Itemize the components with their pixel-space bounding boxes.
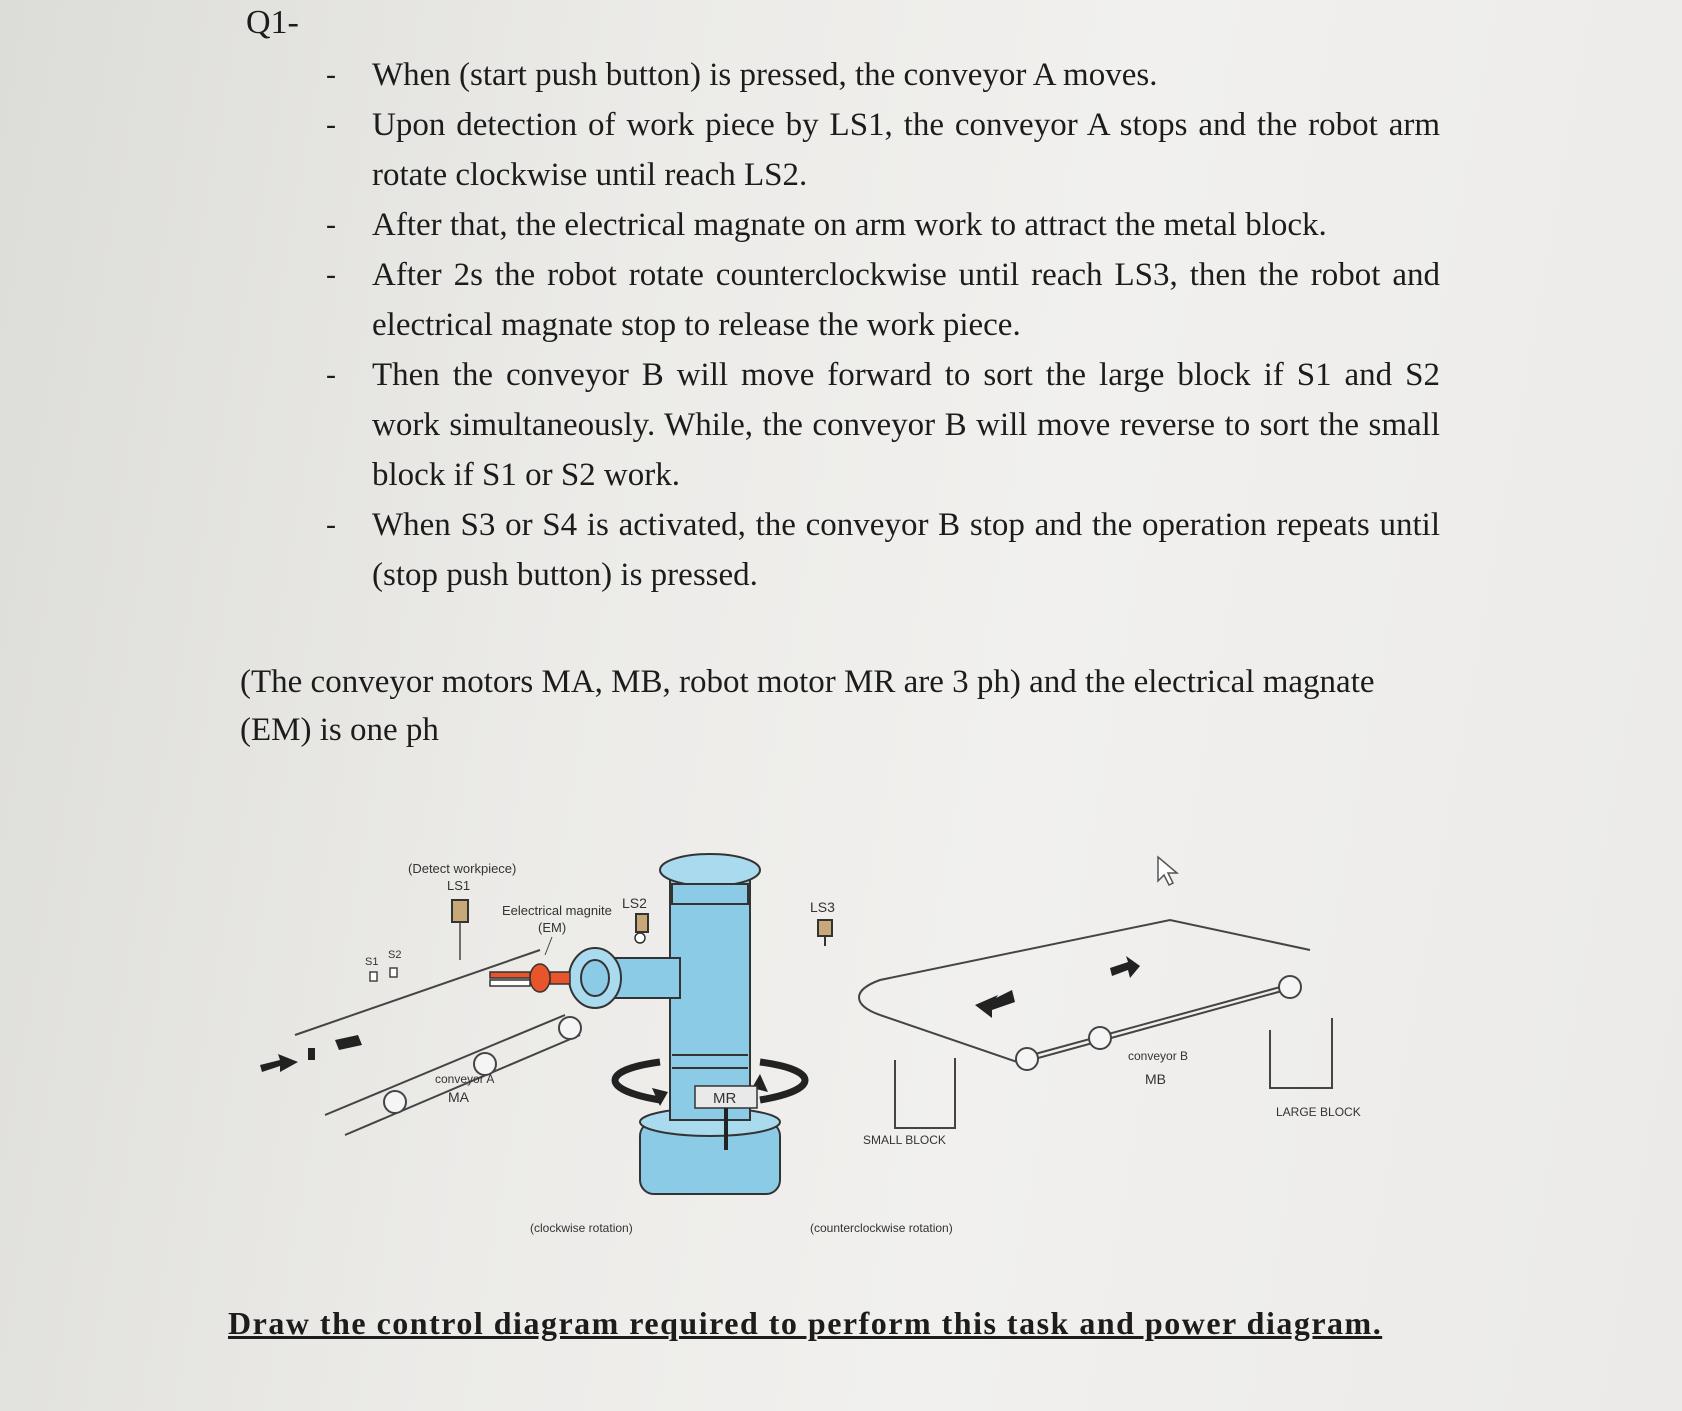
electrical-magnet <box>490 964 570 992</box>
large-block-bin <box>1270 1018 1332 1088</box>
mb-label: MB <box>1145 1071 1166 1087</box>
list-item-text: Then the conveyor B will move forward to sort the large block if S1 and S2 work simultaneously. While, the conveyor B will move reverse to sort the small block if S1 or S2 work. <box>372 357 1440 493</box>
conveyor-b <box>859 920 1310 1070</box>
requirements-list <box>320 50 1440 600</box>
large-block-label: LARGE BLOCK <box>1276 1105 1361 1119</box>
mr-label: MR <box>713 1090 737 1107</box>
em-label: Eelectrical magnite <box>502 903 612 918</box>
detect-workpiece-label: (Detect workpiece) <box>408 861 517 876</box>
s1-s2-sensors <box>370 968 397 981</box>
ls2-label: LS2 <box>622 895 647 911</box>
ls1-sensor <box>452 900 468 922</box>
em-abbr-label: (EM) <box>538 920 567 935</box>
s1-label: S1 <box>365 956 379 968</box>
list-item-text: After 2s the robot rotate counterclockwise until reach LS3, then the robot and electrical magnate stop to release the work piece. <box>372 257 1440 343</box>
ls1-label: LS1 <box>447 878 471 893</box>
system-figure <box>240 840 1390 1260</box>
ls3-label: LS3 <box>810 899 835 915</box>
ls3-sensor <box>818 920 832 936</box>
ma-label: MA <box>448 1089 469 1105</box>
workpiece-blocks <box>260 1035 362 1072</box>
task-instruction: Draw the control diagram required to perform this task and power diagram. <box>228 1305 1383 1341</box>
conveyor-b-label: conveyor B <box>1128 1049 1189 1063</box>
list-item: - Then the conveyor B will move forward to sort the large block if S1 and S2 work simultaneously. While, the conveyor B will move reverse to sort the small block if S1 or S2 work. <box>320 350 1440 500</box>
list-item: - When S3 or S4 is activated, the conveyor B stop and the operation repeats until (stop push button) is pressed. <box>320 500 1440 600</box>
conveyor-b-arrows <box>975 956 1140 1018</box>
list-item: - When (start push button) is pressed, the conveyor A moves. <box>320 50 1440 100</box>
list-item-text: When S3 or S4 is activated, the conveyor B stop and the operation repeats until (stop push button) is pressed. <box>372 507 1440 593</box>
list-item: - Upon detection of work piece by LS1, the conveyor A stops and the robot arm rotate clockwise until reach LS2. <box>320 100 1440 200</box>
list-item: - After that, the electrical magnate on arm work to attract the metal block. <box>320 200 1440 250</box>
small-block-bin <box>895 1058 955 1128</box>
list-item-text: When (start push button) is pressed, the conveyor A moves. <box>372 57 1158 93</box>
question-label: Q1- <box>246 4 299 41</box>
counterclockwise-label: (counterclockwise rotation) <box>810 1221 953 1235</box>
s2-label: S2 <box>388 949 402 961</box>
system-diagram <box>240 840 1390 1260</box>
mouse-cursor-icon <box>1155 855 1181 887</box>
small-block-label: SMALL BLOCK <box>863 1133 946 1147</box>
conveyor-a-label: conveyor A <box>435 1072 495 1086</box>
list-item-text: Upon detection of work piece by LS1, the conveyor A stops and the robot arm rotate clockwise until reach LS2. <box>372 107 1440 193</box>
ls2-sensor <box>636 914 648 932</box>
clockwise-label: (clockwise rotation) <box>530 1221 633 1235</box>
list-item: - After 2s the robot rotate counterclockwise until reach LS3, then the robot and electrical magnate stop to release the work piece. <box>320 250 1440 350</box>
motor-note: (The conveyor motors MA, MB, robot motor MR are 3 ph) and the electrical magnate (EM) is one ph <box>240 664 1375 748</box>
list-item-text: After that, the electrical magnate on arm work to attract the metal block. <box>372 207 1327 243</box>
